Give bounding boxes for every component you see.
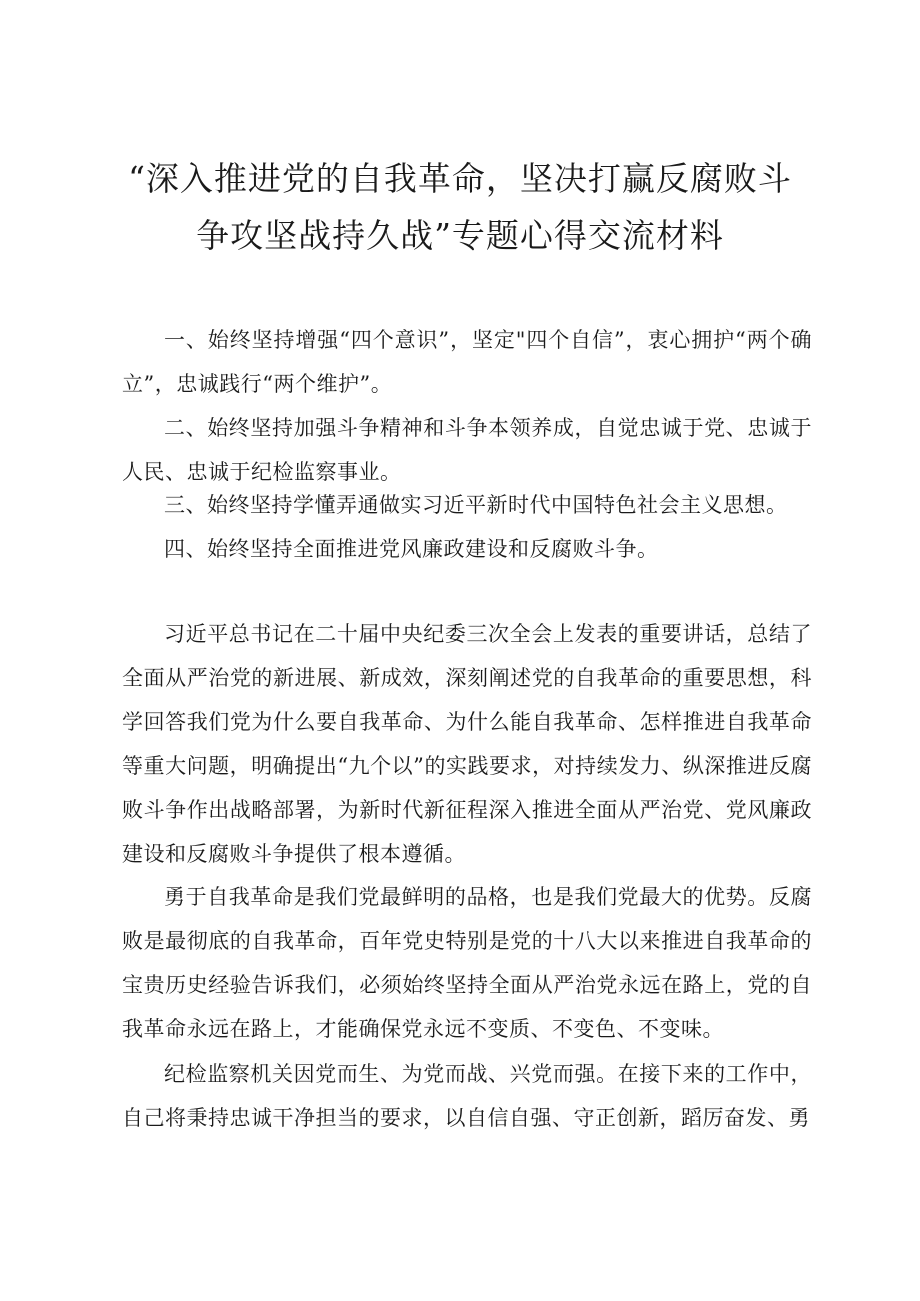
document-title (110, 150, 810, 264)
point-paragraph-4: 四、始终坚持全面推进党风廉政建设和反腐败斗争。 (164, 537, 659, 561)
point-paragraph-1: 一、始终坚持增强“四个意识”，坚定"四个自信”，衷心拥护“两个确立”，忠诚践行“两个维护”。 (122, 328, 812, 396)
title-line-2: 争攻坚战持久战”专题心得交流材料 (196, 216, 724, 255)
point-paragraph-3: 三、始终坚持学懂弄通做实习近平新时代中国特色社会主义思想。 (164, 493, 788, 517)
body-paragraph-2: 勇于自我革命是我们党最鲜明的品格，也是我们党最大的优势。反腐败是最彻底的自我革命，百年党史特别是党的十八大以来推进自我革命的宝贵历史经验告诉我们，必须始终坚持全面从严治党永远在路上，党的自我革命永远在路上，才能确保党永远不变质、不变色、不变味。 (122, 885, 812, 1041)
body-paragraph-3: 纪检监察机关因党而生、为党而战、兴党而强。在接下来的工作中，自己将秉持忠诚干净担当的要求，以自信自强、守正创新，蹈厉奋发、勇 (122, 1062, 812, 1130)
title-line-1: “深入推进党的自我革命，坚决打赢反腐败斗 (128, 159, 792, 198)
body-paragraph-1: 习近平总书记在二十届中央纪委三次全会上发表的重要讲话，总结了全面从严治党的新进展、新成效，深刻阐述党的自我革命的重要思想，科学回答我们党为什么要自我革命、为什么能自我革命、怎样推进自我革命等重大问题，明确提出“九个以”的实践要求，对持续发力、纵深推进反腐败斗争作出战略部署，为新时代新征程深入推进全面从严治党、党风廉政建设和反腐败斗争提供了根本遵循。 (122, 622, 812, 866)
point-paragraph-2: 二、始终坚持加强斗争精神和斗争本领养成，自觉忠诚于党、忠诚于人民、忠诚于纪检监察事业。 (122, 416, 812, 484)
